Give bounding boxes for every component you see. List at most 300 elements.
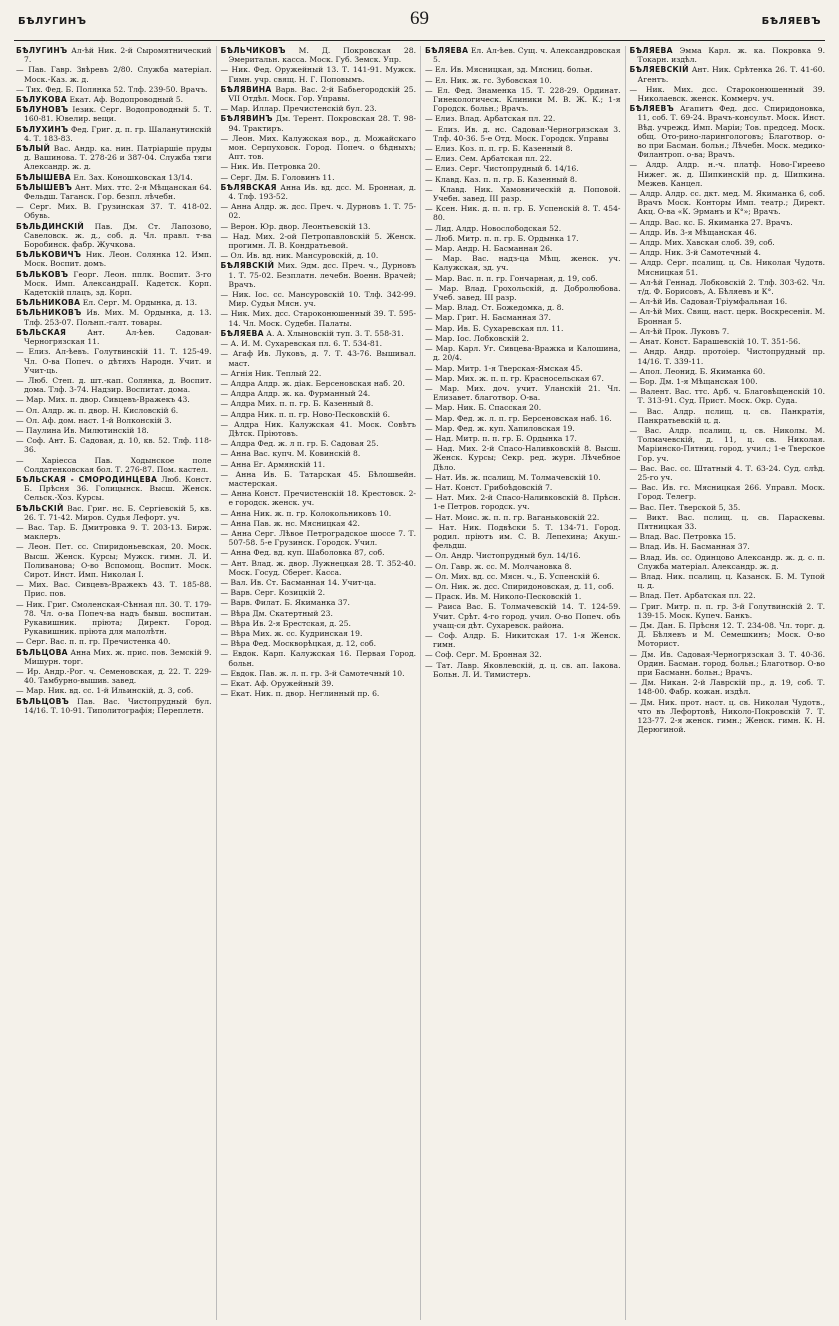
entry-details: Эмма Карл. ж. ка. Покровка 9. Токарн. издѣл. [637,46,825,65]
entry-details: — Вѣра Ив. 2-я Брестская, д. 25. [220,618,351,628]
entry-details: — Влад. Вас. Петровка 15. [629,532,736,542]
entry-details: — Тих. Фед. Б. Полянка 52. Тлф. 239-50. Врачъ. [16,84,208,94]
directory-entry [16,308,212,326]
entry-details: — Ал-ѣй Мих. Свящ. наст. церк. Воскресенія. М. Бронная 5. [629,307,825,326]
directory-entry [425,76,621,85]
entry-details: — Ал-ѣй Геннад. Лобковскій 2. Тлф. 303-62. Чл. т/д. Ф. Борисовъ, А. Бѣляевъ и К°. [629,277,825,297]
directory-entry [425,493,621,511]
directory-entry [630,407,826,425]
surname: БѢЛЬКОВИЧЪ [16,250,82,260]
entry-details: Ел. Зах. Коношковская 13/14. [70,172,193,182]
directory-entry [221,578,417,587]
entry-details: — Дм. Дан. Б. Прѣсня 12. Т. 234-08. Чл. торг. д. Д. Бѣляевъ и М. Семешкинъ; Моск. О-во Моторист. [629,620,825,649]
surname: БѢЛЯВСКІЙ [220,261,275,271]
entry-details: — Нат. Ив. ж. псалищ. М. Толмачевскій 10. [425,472,601,482]
entry-details: — Вас. Вас. сс. Штатный 4. Т. 63-24. Суд. слѣд. 25-го уч. [629,463,825,482]
entry-details: — Елиз. Влад. Арбатская пл. 22. [425,114,556,124]
entry-details: — Ол. Гавр. ж. сс. М. Молчановка 8. [425,561,572,571]
entry-details: — Елиз. Серг. Чистопрудный б. 14/16. [425,164,579,174]
entry-details: — Ол. Алдр. ж. п. двор. Н. Кисловскій 6. [16,405,179,415]
directory-entry [221,261,417,289]
directory-entry [221,173,417,182]
entry-details: — Клавд. Ник. Хамовническій д. Поповой. Учебн. завед. III разр. [425,184,621,204]
entry-details: — Анна Ник. ж. п. гр. Колокольниковъ 10. [220,508,392,518]
directory-entry [630,160,826,188]
entry-details: — Вас. Алдр. псалищ. ц. св. Николы. М. Толмачевскій, д. 11, ц. св. Николая. Маріинско-Пятниц. город. учил.; 1-е Тверское Гор. уч. [629,425,825,463]
entry-details: — Ол. Ив. вд. ник. Мансуровскій, д. 10. [220,251,379,261]
entry-details: Вас. Григ. нс. Б. Сергіевскій 5, кв. 26. Т. 71-42. Миров. Судья Лефорт. уч. [24,503,212,522]
surname: БѢЛЬЧИКОВЪ [220,46,286,55]
entry-details: — Мар. Андр. Н. Басманная 26. [425,244,553,254]
directory-entry [630,426,826,463]
surname: БѢЛЬСКАЯ - СМОРОДИНЦЕВА [16,474,158,484]
surname: БѢЛЬЦОВА [16,647,68,657]
column-3 [420,46,625,1320]
directory-entry [221,649,417,667]
directory-entry [221,548,417,557]
directory-entry [425,303,621,312]
directory-entry [16,406,212,415]
entry-details: — Анна Ив. Б. Татарская 45. Бѣлошвейн. мастерская. [220,469,416,488]
entry-details: — Григ. Митр. п. п. гр. 3-й Голутвинскій 2. Т. 139-15. Моск. Купеч. Банкъ. [629,601,825,620]
directory-entry [16,395,212,404]
directory-entry [425,324,621,333]
surname: БѢЛЯЕВА [629,46,673,55]
directory-entry [221,114,417,132]
directory-entry [630,228,826,237]
directory-entry [630,542,826,551]
entry-details: — Алдр. Ник. 3-й Самотечный 4. [629,248,761,258]
directory-entry [221,232,417,250]
entry-details: — Елиз. Ал-ѣевъ. Голутвинскій 11. Т. 125-49. Чл. О-ва Попеч. о дѣтяхъ Народн. Учит. и Учит-ць. [16,347,212,375]
entry-details: — Андр. Андр. протоіер. Чистопрудный пр. 14/16. Т. 339-11. [629,347,825,366]
entry-details: — Анна Конст. Пречистенскій 18. Крестовск. 2-е городск. женск. уч. [220,489,416,508]
entry-details: — Люб. Степ. д. шт.-кап. Солянка, д. Воспит. дома. Тлф. 3-74. Надзир. Воспитат. дома. [16,375,212,395]
column-2 [216,46,421,1320]
directory-entry [425,513,621,522]
running-head-left: БѢЛУГИНЪ [18,16,87,27]
entry-details: — Ел. Ник. ж. гс. Зубовская 10. [425,75,552,85]
directory-entry [221,65,417,83]
directory-entry [425,144,621,153]
directory-entry [221,46,417,64]
directory-entry [16,416,212,425]
entry-details: — Екат. Аф. Оружейный 39. [220,679,334,688]
directory-entry [425,424,621,433]
directory-entry [425,334,621,343]
directory-entry [425,434,621,443]
entry-details: — Вас. Алдр. пслищ. ц. св. Панкратія, Панкратьевскій ц. д. [629,406,825,425]
entry-details: — Мар. Влад. Грохольскій, д. Добролюбова. Учеб. завед. III разр. [425,283,621,303]
entry-details: — А. И. М. Сухаревская пл. 6. Т. 534-81. [220,339,382,349]
entry-details: — Мар. Ник. вд. сс. 1-й Ильинскій, д. 3, соб. [16,686,194,696]
entry-details: — Мар. Карл. Уг. Сивцева-Вражка и Калошина, д. 20/4. [425,344,621,363]
directory-entry [630,650,826,678]
directory-entry [16,347,212,375]
entry-details: — Нат. Ник. Подвѣски 5. Т. 134-71. Город. родил. пріютъ им. С. В. Лепехина; Акуш.-фельдш. [425,522,621,551]
entry-details: — Агаф Ив. Луковъ, д. 7. Т. 43-76. Вышивал. маст. [220,349,416,368]
entry-details: Пав. Вас. Чистопрудный бул. 14/16. Т. 10-91. Типолитографія; Переплетн. [24,696,212,715]
entry-details: — Анат. Конст. Барашевскій 10. Т. 351-56. [629,337,801,347]
page-header [14,6,825,41]
directory-entry [221,619,417,628]
directory-entry [425,114,621,123]
entry-details: — Валент. Вас. ттс. Арб. ч. Благовѣщенскій 10. Т. 313-91. Суд. Прист. Моск. Окр. Суда. [629,387,825,406]
directory-entry [221,251,417,260]
directory-entry [16,144,212,172]
directory-entry [16,456,212,474]
entry-details: — Алдр. Серг. псалищ. ц. Св. Николая Чудотв. Мясницкая 51. [629,258,825,277]
directory-entry [425,46,621,64]
entry-details: — Дм. Ник. прот. наст. ц. св. Николая Чудотв., что въ Лефортовѣ, Николо-Покровскій 7. Т. 123-77. 2-я женск. гимн.; Женск. гимн. К. Н. Дерюгиной. [629,697,825,735]
entry-details: — Влад. Ив. Н. Басманная 37. [629,542,750,552]
entry-details: — Мар. Вас. надз-ца Мѣщ. женск. уч. Калужская, зд. уч. [425,254,621,273]
entry-details: — Ник. Іос. сс. Мансуровскій 10. Тлф. 342-99. Мир. Судья Мясн. уч. [220,290,416,309]
entry-details: Ал-ѣй Ник. 2-й Сыромятнический 7. [24,46,212,65]
directory-entry [221,399,417,408]
surname: БѢЛЬДИНСКІЙ [16,221,84,231]
entry-details: — Влад. Пет. Арбатская пл. 22. [629,591,756,601]
directory-entry [425,65,621,74]
directory-entry [221,529,417,547]
entry-details: — Алдр. Алдр. н.-ч. платф. Ново-Гиреево Нижег. ж. д. Шипкинскій пр. д. Шипкина. Межев. Канцел. [629,160,825,188]
entry-details: Ант. Ник. Срѣтенка 26. Т. 41-60. Агентъ. [637,65,825,84]
directory-columns [14,46,829,1320]
directory-entry [630,85,826,103]
entry-details: — Соф. Серг. М. Бронная 32. [425,650,542,660]
entry-details: — Верон. Юр. двор. Леонтьевскій 13. [220,221,371,231]
directory-entry [630,621,826,649]
entry-details: — Паулина Ив. Милютинскій 18. [16,425,149,435]
directory-entry [630,65,826,83]
entry-details: — Алдра Алдр. ж. ка. Фурманный 24. [220,389,371,399]
entry-details: Дм. Терент. Покровская 28. Т. 98-94. Трактиръ. [228,114,416,133]
entry-details: Ник. Леон. Солянка 12. Имп. Моск. Воспит. домъ. [24,250,212,269]
directory-entry [16,328,212,346]
directory-entry [425,631,621,649]
entry-details: — Екат. Ник. п. двор. Неглинный пр. 6. [220,689,380,699]
directory-entry [16,697,212,715]
directory-entry [16,95,212,104]
entry-details: Ант. Ал-ѣев. Садовая-Черногрязская 11. [24,327,212,347]
entry-details: — Ник. Мих. дсс. Староконюшенный 39. Николаевск. женск. Коммерч. уч. [629,84,825,104]
entry-details: — Вас. Пет. Тверской 5, 35. [629,502,741,512]
directory-entry [425,483,621,492]
entry-details: — Тат. Лавр. Яковлевскій, д. ц. св. ап. Іакова. Больн. Л. И. Тимистеръ. [425,660,621,679]
entry-details: — Алдр. Ив. 3-я Мѣщанская 46. [629,227,757,237]
directory-entry [16,65,212,83]
directory-entry [221,588,417,597]
entry-details: — Апол. Леонид. Б. Якиманка 60. [629,366,766,376]
entry-details: Анна Мих. ж. прис. пов. Земскій 9. Мишурн. торг. [24,647,212,666]
directory-entry [221,679,417,688]
entry-details: — Алдра Ник. п. п. гр. Новo-Песковскій 6. [220,409,390,419]
entry-details: Іезик. Серг. Водопроводный 5. Т. 160-81. Ювелир. вещи. [24,105,212,124]
surname: БѢЛУКОВА [16,95,68,105]
entry-details: — Викт. Вас. пслищ. ц. св. Параскевы. Пятницкая 33. [629,512,825,531]
directory-entry [630,218,826,227]
entry-details: — Анна Фед. вд. куп. Шаболовка 87, соб. [220,548,385,558]
entry-details: — Мих. Вас. Сивцевъ-Вражекъ 43. Т. 185-88. Прис. пов. [16,580,212,599]
directory-entry [221,689,417,698]
entry-details: — Анна Серг. Лѣвое Петроградское шоссе 7. Т. 507-58. 5-е Грузинск. Городск. Учил. [220,528,416,548]
surname: БѢЛУХИНЪ [16,124,69,134]
entry-details: — Ол. Андр. Чистопрудный бул. 14/16. [425,551,581,561]
entry-details: — Мар. Вас. п. п. гр. Гончарная, д. 19, соб. [425,273,598,283]
entry-details: А. А. Хлыновскій туп. 3. Т. 558-31. [263,328,404,338]
entry-details: — Вал. Ив. Ст. Басманная 14. Учит-ца. [220,577,377,587]
directory-entry [221,369,417,378]
directory-entry [16,667,212,685]
directory-entry [425,234,621,243]
entry-details: — Алдр. Мих. Хавская слоб. 39, соб. [629,238,775,248]
surname: БѢЛЫШЕВА [16,172,71,182]
entry-details: — Мар. Фед. ж. л. п. гр. Берсеновская наб. 16. [425,413,612,423]
entry-details: — Ксен. Ник. д. п. п. гр. Б. Успенскій 8. Т. 454-80. [425,204,621,223]
directory-entry [425,254,621,272]
entry-details: Екат. Аф. Водопроводный 5. [67,95,184,105]
directory-entry [425,204,621,222]
directory-entry [630,307,826,325]
entry-details: — Ир. Андр.-Рог. ч. Семеновская, д. 22. Т. 229-40. Тамбурно-вышив. завед. [16,667,212,686]
surname: БѢЛЬНИКОВА [16,298,81,308]
directory-entry [630,532,826,541]
surname: БѢЛЬЦОВЪ [16,696,70,706]
entry-details: — Ник. Григ. Смоленская-Сѣнная пл. 30. Т. 179-78. Чл. о-ва Попеч-ва надъ бывш. воспитан. Рукавишник. пріюта; Директ. Город. Рукавишник. пріюта для малолѣтн. [16,599,212,637]
directory-entry [630,189,826,217]
directory-entry [221,639,417,648]
surname: БѢЛУНОВЪ [16,105,69,115]
directory-entry [425,661,621,679]
directory-entry [630,347,826,365]
directory-entry [221,489,417,507]
directory-entry [425,154,621,163]
entry-details: — Ел. Фед. Знаменка 15. Т. 228-29. Ординат. Гинекологическ. Клиники М. В. Ж. К.; 1-я Городск. больн.; Врачъ. [425,85,621,114]
surname: БѢЛЬСКІЙ [16,503,64,513]
directory-entry [425,175,621,184]
surname: БѢЛЯВИНЪ [220,114,273,124]
directory-entry [425,244,621,253]
directory-entry [221,389,417,398]
directory-entry [16,523,212,541]
directory-entry [425,551,621,560]
entry-details: — Мар. Иллар. Пречистенскій бул. 23. [220,104,377,114]
directory-entry [630,572,826,590]
directory-entry [221,609,417,618]
directory-entry [16,580,212,598]
entry-details: Фед. Григ. д. п. гр. Шаланутинскій 4. Т. 183-83. [24,124,212,143]
entry-details: — Анна Вас. купч. М. Ковинскій 8. [220,449,361,459]
entry-details: — Над. Митр. п. п. гр. Б. Ордынка 17. [425,433,577,443]
directory-entry [221,509,417,518]
entry-details: — Бор. Дм. 1-я Мѣщанская 100. [629,376,758,386]
entry-details: — Серг. Мих. В. Грузинская 37. Т. 418-02. Обувь. [16,202,212,221]
directory-entry [221,460,417,469]
entry-details: — Вѣра Мих. ж. сс. Кудринская 19. [220,628,363,638]
entry-details: — Клавд. Каз. п. п. гр. Б. Казенный 8. [425,174,578,184]
entry-details: — Евдок. Карп. Калужская 16. Первая Город. больн. [220,649,416,668]
entry-details: — Ник. Мих. дсс. Староконюшенный 39. Т. 595-14. Чл. Моск. Судебн. Палаты. [220,309,416,328]
surname: БѢЛЯЕВА [220,328,264,338]
directory-entry [630,387,826,405]
entry-details: — Мар. Фед. ж. куп. Хапиловская 19. [425,423,575,433]
directory-entry [16,250,212,268]
page-number: 69 [410,8,429,29]
entry-details: — Алдр. Вас. кс. Б. Якиманка 27. Врачъ. [629,217,793,227]
directory-entry [425,374,621,383]
directory-entry [221,379,417,388]
directory-entry [630,464,826,482]
directory-entry [16,475,212,503]
entry-details: — Ол. Ник. ж. дсс. Спиридоновская, д. 11, соб. [425,581,614,591]
directory-entry [221,162,417,171]
surname: БѢЛЬСКАЯ [16,327,67,337]
directory-entry [425,384,621,402]
entry-details: — Серг. Вас. п. п. гр. Пречистенка 40. [16,637,171,647]
directory-entry [630,503,826,512]
entry-details: — Вас. Ив. гс. Мясницкая 266. Управл. Моск. Город. Телегр. [629,483,825,502]
directory-entry [425,592,621,601]
entry-details: — Нат. Конст. Грибоѣдовскій 7. [425,482,553,492]
directory-entry [425,364,621,373]
entry-details: Агапитъ Фед. дсс. Спиридоновка, 11, соб. Т. 69-24. Врачъ-консульт. Моск. Инст. Вѣд. учрежд. Имп. Маріи; Тов. председ. Моск. общ. Ото-рино-ларингологовъ; Благотвор. о-во при Басман. больн.; Лѣчебн. Моск. медико-Филантроп. о-ва; Врачъ. [637,104,825,160]
entry-details: — Анна Ег. Армянскій 11. [220,459,326,469]
entry-details: — Лид. Алдр. Новослободская 52. [425,223,562,233]
directory-entry [425,224,621,233]
directory-entry [630,553,826,571]
entry-details: — Ник. Ив. Петровка 20. [220,162,321,172]
directory-entry [425,650,621,659]
directory-entry [425,86,621,114]
surname: БѢЛЬНИКОВЪ [16,308,82,318]
entry-details: — Мар. Ив. Б. Сухаревская пл. 11. [425,323,564,333]
entry-details: Мих. Эдм. дсс. Преч. ч., Дурновъ 1. Т. 75-02. Безплатн. лечебн. Военн. Врачей; Врачъ. [228,261,416,289]
entry-details: — Мар. Мих. п. двор. Сивцевъ-Вражекъ 43. [16,395,190,405]
directory-entry [221,598,417,607]
directory-entry [630,278,826,296]
directory-entry [221,309,417,327]
directory-entry [221,339,417,348]
directory-entry [16,125,212,143]
entry-details: — Алдр. Алдр. сс. дкт. мед. М. Якиманка 6, соб. Врачъ Моск. Конторы Имп. театр.; Директ. Акц. О-ва «К. Эрманъ и К°»; Врачъ. [629,189,825,217]
entry-details: — Ант. Влад. ж. двор. Лужнецкая 28. Т. 352-40. Моск. Госуд. Сберег. Касса. [220,558,416,577]
entry-details: — Нат. Мих. 2-й Спасо-Наливковскій 8. Прѣсн. 1-е Петров. городск. уч. [425,493,621,512]
directory-entry [630,602,826,620]
entry-details: — Мар. Григ. Н. Басманная 37. [425,313,551,323]
entry-details: — Агнія Ник. Теплый 22. [220,368,322,378]
entry-details: — Дм. Никан. 2-й Лаврскій пр., д. 19, соб. Т. 148-00. Фабр. кожан. издѣл. [629,678,825,697]
entry-details: Ив. Мих. М. Ордынка, д. 13. Тлф. 253-07. Пољнп.-галт. товары. [24,308,212,327]
surname: БѢЛЫШЕВЪ [16,182,73,192]
entry-details: — Варв. Филат. Б. Якиманка 37. [220,598,350,608]
surname: БѢЛУГИНЪ [16,46,68,55]
directory-entry [221,222,417,231]
directory-entry [221,420,417,438]
directory-entry [16,46,212,64]
entry-details: — Мар. Іос. Лобковскій 2. [425,333,529,343]
entry-details: Пав. Дм. Ст. Лапозово, Савеловск. ж. д., соб. д. Чл. правл. т-ва Боробинск. фабр. Жучкова. [24,221,212,250]
directory-entry [16,173,212,182]
entry-details: — Соф. Алдр. Б. Никитская 17. 1-я Женск. гимн. [425,630,621,650]
directory-entry [425,602,621,630]
surname: БѢЛЯВСКАЯ [220,182,277,192]
column-1 [14,46,216,1320]
entry-details: — Ник. Фед. Оружейный 13. Т. 141-91. Мужск. Гимн. учр. свящ. Н. Г. Поповымъ. [220,65,416,84]
directory-entry [630,337,826,346]
directory-entry [16,202,212,220]
directory-entry [630,377,826,386]
entry-details: — Варв. Серг. Козицкій 2. [220,588,325,598]
directory-entry [630,367,826,376]
directory-entry [16,426,212,435]
directory-entry [16,504,212,522]
entry-details: — Леон. Мих. Калужская вор., д. Можайскаго мон. Серпуховск. Город. Попеч. о бѣдныхъ; Апт. тов. [220,133,416,162]
entry-details: — Елиз. Сем. Арбатская пл. 22. [425,154,552,164]
entry-details: М. Д. Покровская 28. Эмеритальн. касса. Моск. Губ. Земск. Упр. [228,46,416,65]
entry-details: — Евдок. Пав. ж. л. п. гр. 3-й Самотечный 10. [220,668,405,678]
directory-entry [16,105,212,123]
directory-entry [221,449,417,458]
surname: БѢЛЯВИНА [220,84,272,94]
directory-entry [425,523,621,551]
entry-details: — Мар. Митр. 1-я Тверская-Ямская 45. [425,363,583,373]
directory-entry [16,648,212,666]
directory-entry [630,258,826,276]
entry-details: — Праск. Ив. М. Николо-Песковскій 1. [425,592,582,602]
entry-details: — Мар. Мих. ж. п. п. гр. Красносельская 67. [425,373,604,383]
directory-entry [630,104,826,159]
directory-entry [221,349,417,367]
entry-details: Варв. Вас. 2-й Бабьегородскій 25. VII Отдѣл. Моск. Гор. Управы. [228,84,416,104]
directory-entry [16,298,212,307]
directory-entry [221,410,417,419]
directory-entry [425,284,621,302]
entry-details: — Алдра Мих. п. п. гр. Б. Казенный 8. [220,399,374,409]
directory-entry [425,185,621,203]
directory-entry [630,698,826,735]
directory-entry [630,46,826,64]
directory-entry [425,344,621,362]
directory-entry [16,183,212,201]
directory-entry [425,274,621,283]
directory-entry [425,414,621,423]
directory-entry [221,629,417,638]
directory-entry [630,513,826,531]
entry-details: — Ал-ѣй Ив. Садовая-Тріумфальная 16. [629,297,788,307]
entry-details: — Серг. Дм. Б. Головинъ 11. [220,172,335,182]
entry-details: — Вас. Тар. Б. Дмитровка 9. Т. 203-13. Бирж. маклеръ. [16,522,212,542]
directory-entry [221,470,417,488]
entry-details: — Раиса Вас. Б. Толмачевскій 14. Т. 124-59. Учит. Срѣт. 4-го город. учил. О-во Попеч. объ учащ-ся дѣт. Сухаревск. района. [425,602,621,630]
directory-entry [16,542,212,579]
entry-details: — Над. Мих. 2-й Спасо-Наливковскій 8. Высш. Женск. Курсы; Секр. ред. журн. Лѣчебное Дѣло. [425,444,621,472]
directory-entry [425,562,621,571]
surname: БѢЛЯЕВА [425,46,469,55]
entry-details: Ант. Мих. ттс. 2-я Мѣщанская 64. Фельдш. Таганск. Гор. безпл. лѣчебн. [24,182,212,202]
entry-details: Люб. Конст. Б. Прѣсня 36. Голицынск. Высш. Женск. Сельск.-Хоз. Курсы. [24,474,212,503]
directory-entry [425,125,621,143]
directory-entry [221,329,417,338]
directory-entry [630,678,826,696]
entry-details: Георг. Леон. пплк. Воспит. 3-го Моск. Имп. АлександраII. Кадетск. Корп. Кадетскій плацъ, зд. Корп. [24,269,212,298]
entry-details: — Анна Алдр. ж. дсс. Преч. ч. Дурновъ 1. Т. 75-02. [220,202,416,221]
entry-details: — Алдра Ник. Калужская 41. Моск. Совѣтъ Дѣтск. Пріютовъ. [220,419,416,438]
entry-details: — Алдра Алдр. ж. дiак. Берсеновская наб. 20. [220,378,405,388]
directory-entry [630,248,826,257]
directory-entry [425,582,621,591]
directory-entry [425,164,621,173]
entry-details: — Дм. Ив. Садовая-Черногрязская 3. Т. 40-36. Ордин. Басман. город. больн.; Благотвор. О-во при Басманн. больн.; Врачъ. [629,649,825,677]
